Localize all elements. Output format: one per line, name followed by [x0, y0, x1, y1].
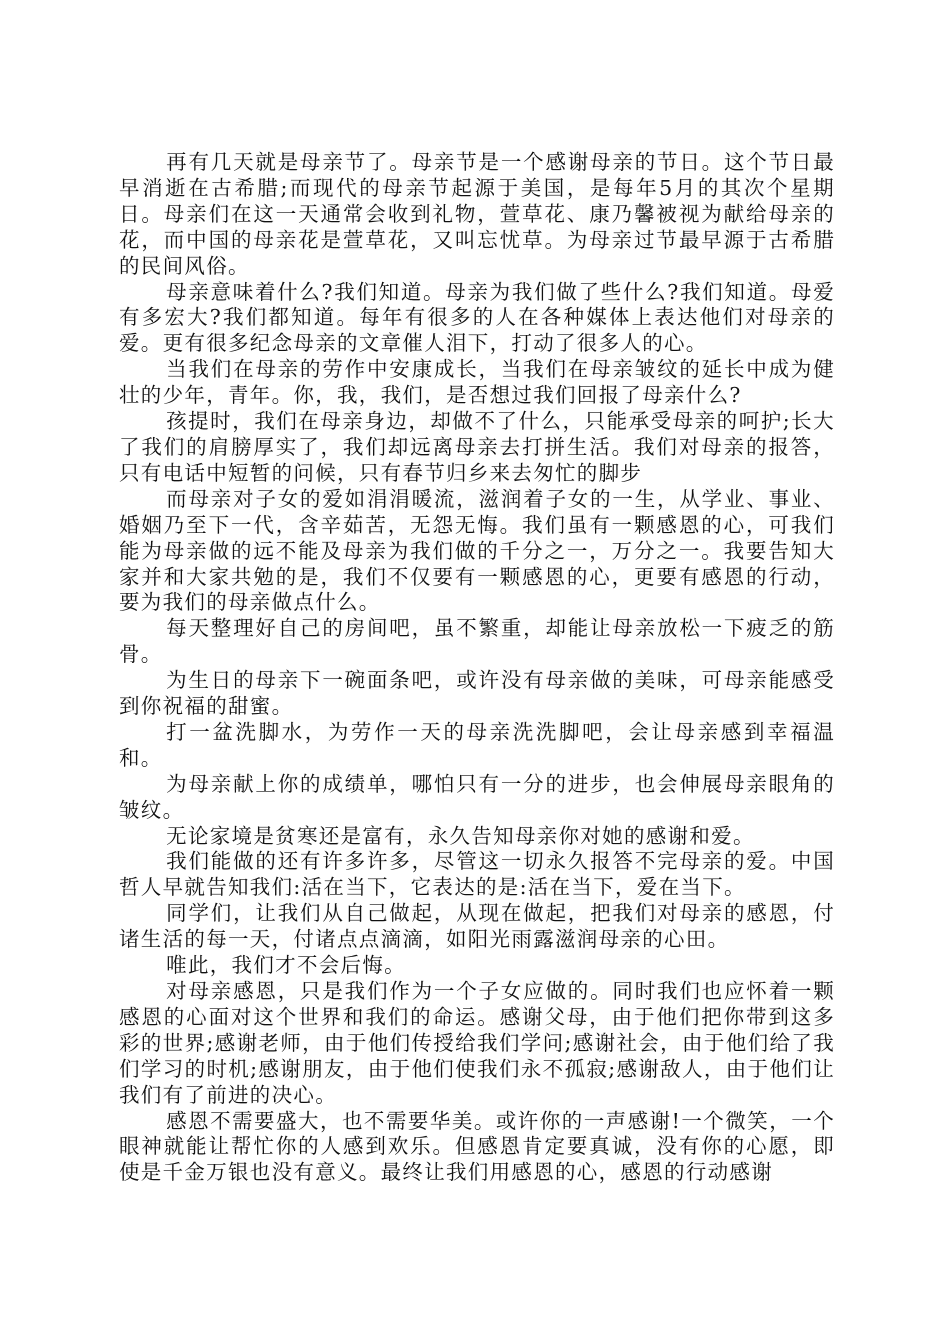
paragraph-15: 感恩不需要盛大，也不需要华美。或许你的一声感谢!一个微笑，一个眼神就能让帮忙你的人感到欢乐。但感恩肯定要真诚，没有你的心愿，即使是千金万银也没有意义。最终让我们用感恩的心，感恩的行动感谢: [119, 1108, 835, 1185]
paragraph-3: 当我们在母亲的劳作中安康成长，当我们在母亲皱纹的延长中成为健壮的少年，青年。你，我，我们，是否想过我们回报了母亲什么?: [119, 357, 835, 408]
paragraph-10: 无论家境是贫寒还是富有，永久告知母亲你对她的感谢和爱。: [166, 823, 755, 848]
paragraph-5: 而母亲对子女的爱如涓涓暖流，滋润着子女的一生，从学业、事业、婚姻乃至下一代，含辛茹苦，无怨无悔。我们虽有一颗感恩的心，可我们能为母亲做的远不能及母亲为我们做的千分之一，万分之一。我要告知大家并和大家共勉的是，我们不仅要有一颗感恩的心，更要有感恩的行动，要为我们的母亲做点什么。: [119, 486, 835, 615]
paragraph-8: 打一盆洗脚水，为劳作一天的母亲洗洗脚吧，会让母亲感到幸福温和。: [119, 719, 835, 770]
paragraph-1: 再有几天就是母亲节了。母亲节是一个感谢母亲的节日。这个节日最早消逝在古希腊;而现代的母亲节起源于美国，是每年5月的其次个星期日。母亲们在这一天通常会收到礼物，萱草花、康乃馨被视为献给母亲的花，而中国的母亲花是萱草花，又叫忘忧草。为母亲过节最早源于古希腊的民间风俗。: [119, 150, 835, 278]
paragraph-4: 孩提时，我们在母亲身边，却做不了什么，只能承受母亲的呵护;长大了我们的肩膀厚实了，我们却远离母亲去打拼生活。我们对母亲的报答，只有电话中短暂的问候，只有春节归乡来去匆忙的脚步: [119, 409, 835, 485]
paragraph-12: 同学们，让我们从自己做起，从现在做起，把我们对母亲的感恩，付诸生活的每一天，付诸点点滴滴，如阳光雨露滋润母亲的心田。: [119, 901, 835, 952]
paragraph-6: 每天整理好自己的房间吧，虽不繁重，却能让母亲放松一下疲乏的筋骨。: [119, 616, 835, 667]
paragraph-11: 我们能做的还有许多许多，尽管这一切永久报答不完母亲的爱。中国哲人早就告知我们:活在当下，它表达的是:活在当下，爱在当下。: [119, 849, 835, 900]
paragraph-7: 为生日的母亲下一碗面条吧，或许没有母亲做的美味，可母亲能感受到你祝福的甜蜜。: [119, 668, 835, 719]
paragraph-14: 对母亲感恩，只是我们作为一个子女应做的。同时我们也应怀着一颗感恩的心面对这个世界和我们的命运。感谢父母，由于他们把你带到这多彩的世界;感谢老师，由于他们传授给我们学问;感谢社会，由于他们给了我们学习的时机;感谢朋友，由于他们使我们永不孤寂;感谢敌人，由于他们让我们有了前进的决心。: [119, 979, 835, 1107]
document-body: [119, 150, 835, 1186]
paragraph-13: 唯此，我们才不会后悔。: [166, 953, 406, 978]
paragraph-9: 为母亲献上你的成绩单，哪怕只有一分的进步，也会伸展母亲眼角的皱纹。: [119, 771, 835, 822]
paragraph-2: 母亲意味着什么?我们知道。母亲为我们做了些什么?我们知道。母爱有多宏大?我们都知道。每年有很多的人在各种媒体上表达他们对母亲的爱。更有很多纪念母亲的文章催人泪下，打动了很多人的心。: [119, 279, 835, 356]
